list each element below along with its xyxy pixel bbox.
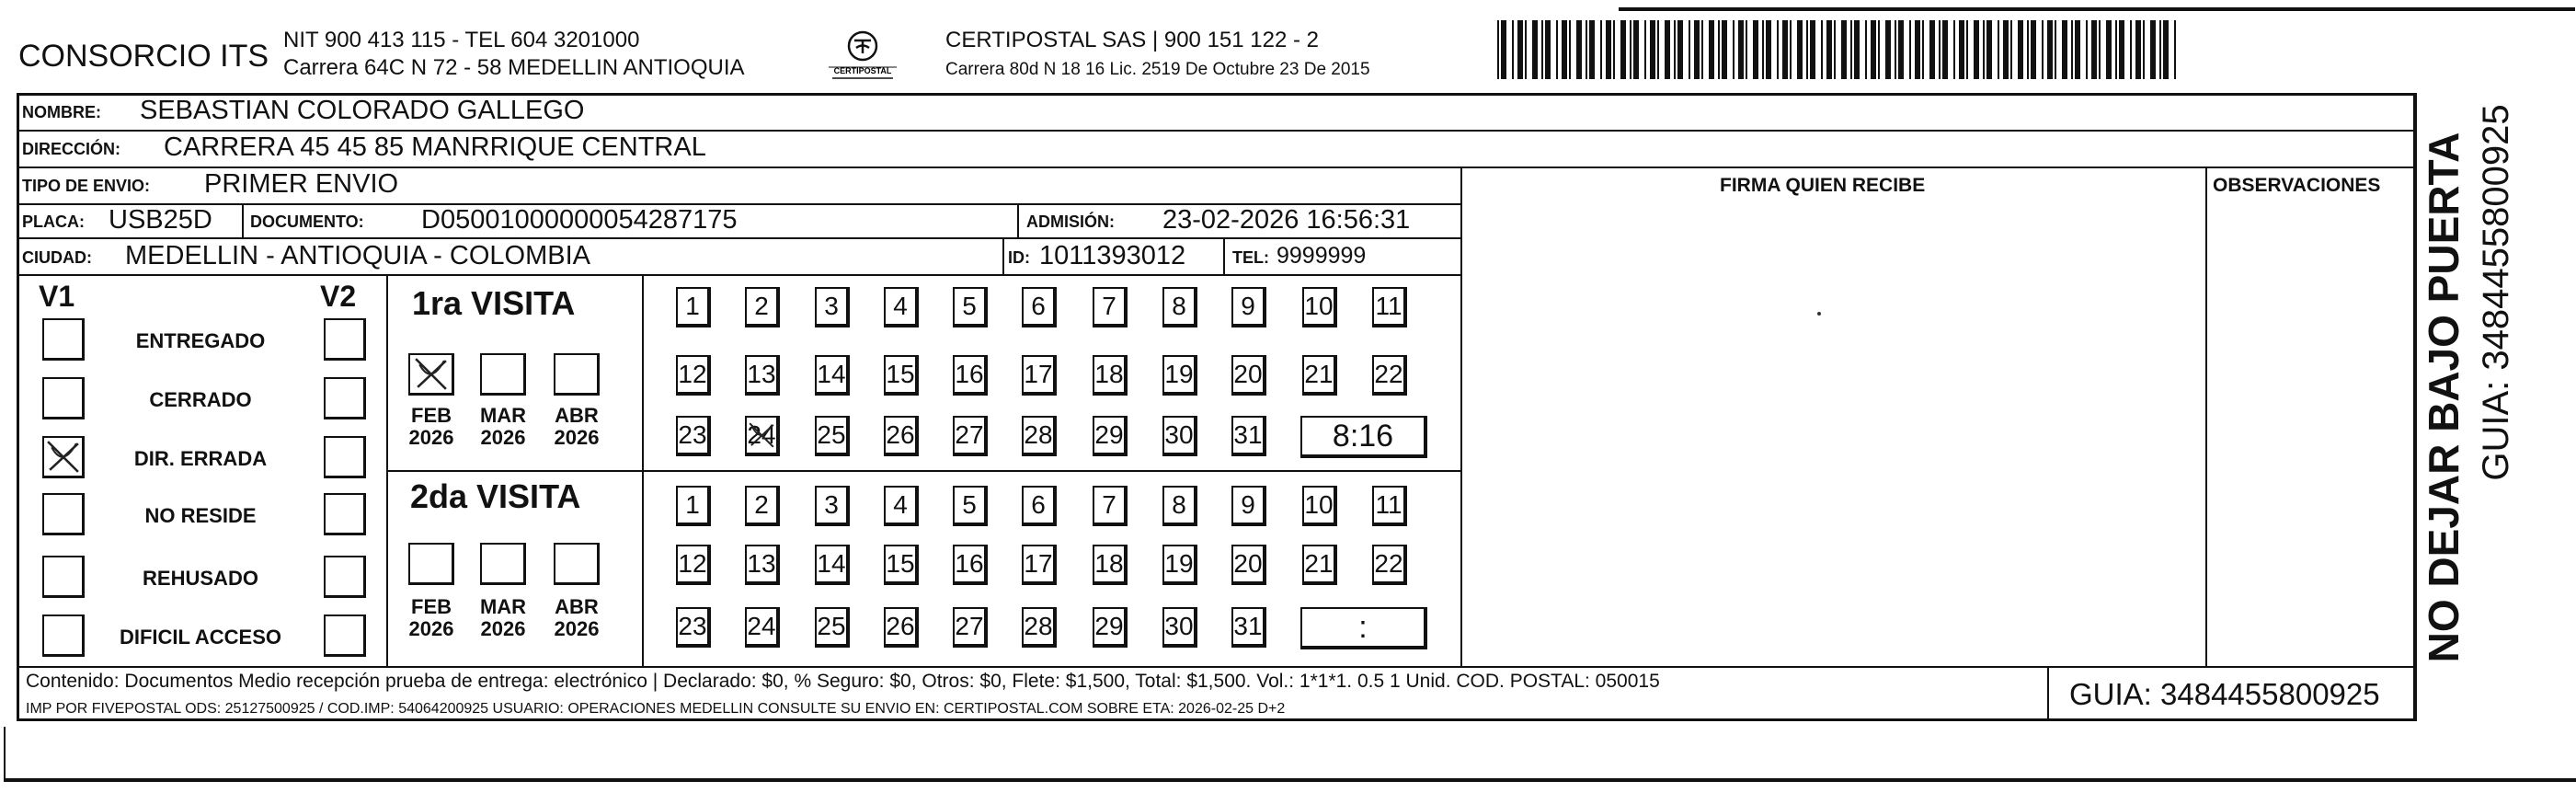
visit2-day-box[interactable]: 25 bbox=[815, 607, 850, 648]
city-label: CIUDAD: bbox=[22, 248, 92, 267]
v1-checkbox[interactable] bbox=[42, 614, 85, 657]
status-label: CERRADO bbox=[149, 388, 252, 411]
visit2-month-label: MAR 2026 bbox=[479, 595, 527, 640]
visit1-day-box[interactable]: 14 bbox=[815, 355, 850, 396]
shipment-type: PRIMER ENVIO bbox=[204, 169, 399, 199]
visit2-title: 2da VISITA bbox=[410, 477, 581, 515]
status-label: ENTREGADO bbox=[135, 329, 266, 352]
visit2-month-label: FEB 2026 bbox=[408, 595, 454, 640]
visit1-day-box[interactable]: 21 bbox=[1302, 355, 1337, 396]
visit2-day-box[interactable]: 5 bbox=[953, 486, 988, 526]
v1-checkbox[interactable] bbox=[42, 493, 85, 535]
v2-checkbox[interactable] bbox=[324, 436, 366, 478]
visit1-day-box[interactable]: 3 bbox=[815, 287, 850, 327]
id-value: 1011393012 bbox=[1039, 241, 1186, 270]
plate-value: USB25D bbox=[109, 205, 212, 235]
visit1-day-box[interactable]: 28 bbox=[1022, 416, 1057, 456]
visit1-day-box[interactable]: 26 bbox=[884, 416, 919, 456]
visit1-day-box[interactable]: 9 bbox=[1231, 287, 1266, 327]
plate-label: PLACA: bbox=[22, 212, 85, 231]
visit2-day-box[interactable]: 23 bbox=[676, 607, 711, 648]
carrier-name-nit: CERTIPOSTAL SAS | 900 151 122 - 2 bbox=[945, 28, 1319, 52]
visit2-month-checkbox[interactable] bbox=[554, 543, 600, 585]
document-label: DOCUMENTO: bbox=[250, 212, 364, 231]
v1-checkbox[interactable] bbox=[42, 556, 85, 598]
visit1-day-box[interactable]: 22 bbox=[1372, 355, 1407, 396]
visit1-day-box[interactable]: 10 bbox=[1302, 287, 1337, 327]
visit2-day-box[interactable]: 11 bbox=[1372, 486, 1407, 526]
visit1-day-box[interactable]: 11 bbox=[1372, 287, 1407, 327]
visit1-day-box[interactable]: 7 bbox=[1093, 287, 1128, 327]
carrier-address: Carrera 80d N 18 16 Lic. 2519 De Octubre 23 De 2015 bbox=[945, 60, 1370, 79]
visit1-month-checkbox[interactable] bbox=[408, 353, 454, 396]
signature-label: FIRMA QUIEN RECIBE bbox=[1720, 175, 1926, 196]
visit1-day-box[interactable]: 19 bbox=[1162, 355, 1197, 396]
visit1-month-label: FEB 2026 bbox=[408, 404, 454, 449]
visit2-day-box[interactable]: 29 bbox=[1093, 607, 1128, 648]
address-label: DIRECCIÓN: bbox=[22, 140, 120, 158]
v2-checkbox[interactable] bbox=[324, 556, 366, 598]
v1-label: V1 bbox=[39, 280, 75, 313]
visit1-day-box[interactable]: 1 bbox=[676, 287, 711, 327]
id-label: ID: bbox=[1008, 248, 1030, 267]
visit2-day-box[interactable]: 26 bbox=[884, 607, 919, 648]
visit1-day-box[interactable]: 18 bbox=[1093, 355, 1128, 396]
visit1-day-box[interactable]: 17 bbox=[1022, 355, 1057, 396]
visit1-day-box[interactable]: 4 bbox=[884, 287, 919, 327]
svg-text:CERTIPOSTAL: CERTIPOSTAL bbox=[833, 66, 892, 75]
certipostal-logo bbox=[821, 29, 904, 81]
v2-checkbox[interactable] bbox=[324, 493, 366, 535]
observations-area[interactable] bbox=[2209, 203, 2411, 663]
visit2-day-box[interactable]: 14 bbox=[815, 545, 850, 585]
visit1-time-box[interactable]: 8:16 bbox=[1300, 416, 1427, 458]
visit1-month-label: ABR 2026 bbox=[554, 404, 600, 449]
visit2-day-box[interactable]: 20 bbox=[1231, 545, 1266, 585]
city-value: MEDELLIN - ANTIOQUIA - COLOMBIA bbox=[125, 241, 590, 270]
visit2-day-box[interactable]: 2 bbox=[745, 486, 780, 526]
visit2-day-box[interactable]: 19 bbox=[1162, 545, 1197, 585]
visit2-day-box[interactable]: 10 bbox=[1302, 486, 1337, 526]
footer-print-info: IMP POR FIVEPOSTAL ODS: 25127500925 / COD.IMP: 54064200925 USUARIO: OPERACIONES MEDELLIN CONSULTE SU ENVIO EN: CERTIPOSTAL.COM SOBRE ETA: 2026-02-25 D+2 bbox=[26, 701, 1286, 717]
v1-checkbox[interactable] bbox=[42, 318, 85, 361]
visit2-day-box[interactable]: 24 bbox=[745, 607, 780, 648]
visit1-day-box[interactable]: 5 bbox=[953, 287, 988, 327]
tel-label: TEL: bbox=[1232, 248, 1269, 267]
visit1-day-box[interactable]: 8 bbox=[1162, 287, 1197, 327]
sender-nit-tel: NIT 900 413 115 - TEL 604 3201000 bbox=[283, 28, 640, 52]
status-label: DIR. ERRADA bbox=[133, 447, 268, 470]
visit1-title: 1ra VISITA bbox=[412, 284, 576, 322]
visit2-day-box[interactable]: 6 bbox=[1022, 486, 1057, 526]
barcode bbox=[1497, 20, 2180, 79]
sender-name: CONSORCIO ITS bbox=[18, 39, 269, 74]
visit1-day-box[interactable]: 27 bbox=[953, 416, 988, 456]
visit2-month-checkbox[interactable] bbox=[408, 543, 454, 585]
sender-address: Carrera 64C N 72 - 58 MEDELLIN ANTIOQUIA bbox=[283, 55, 745, 80]
visit2-day-box[interactable]: 9 bbox=[1231, 486, 1266, 526]
footer-contents: Contenido: Documentos Medio recepción prueba de entrega: electrónico | Declarado: $0, % Seguro: $0, Otros: $0, Flete: $1,500, Total: $1,500. Vol.: 1*1*1. 0.5 1 Unid. COD. POSTAL: 050015 bbox=[26, 671, 1660, 692]
visit1-day-box[interactable]: 30 bbox=[1162, 416, 1197, 456]
visit2-day-box[interactable]: 1 bbox=[676, 486, 711, 526]
visit2-day-box[interactable]: 27 bbox=[953, 607, 988, 648]
visit2-day-box[interactable]: 18 bbox=[1093, 545, 1128, 585]
visit2-day-box[interactable]: 12 bbox=[676, 545, 711, 585]
visit2-day-box[interactable]: 17 bbox=[1022, 545, 1057, 585]
visit1-day-box[interactable]: 13 bbox=[745, 355, 780, 396]
visit2-day-box[interactable]: 16 bbox=[953, 545, 988, 585]
visit2-day-box[interactable]: 28 bbox=[1022, 607, 1057, 648]
v1-checkbox[interactable] bbox=[42, 377, 85, 419]
name-label: NOMBRE: bbox=[22, 103, 101, 121]
side-warning: NO DEJAR BAJO PUERTA bbox=[2420, 132, 2467, 663]
recipient-name: SEBASTIAN COLORADO GALLEGO bbox=[140, 96, 585, 125]
visit2-day-box[interactable]: 21 bbox=[1302, 545, 1337, 585]
type-label: TIPO DE ENVIO: bbox=[22, 177, 151, 195]
visit2-month-label: ABR 2026 bbox=[554, 595, 600, 640]
visit2-day-box[interactable]: 8 bbox=[1162, 486, 1197, 526]
visit1-day-box[interactable]: 20 bbox=[1231, 355, 1266, 396]
visit1-month-label: MAR 2026 bbox=[479, 404, 527, 449]
visit1-day-box[interactable]: 16 bbox=[953, 355, 988, 396]
signature-area[interactable] bbox=[1464, 203, 2204, 663]
v2-checkbox[interactable] bbox=[324, 377, 366, 419]
visit2-day-box[interactable]: 30 bbox=[1162, 607, 1197, 648]
visit2-day-box[interactable]: 3 bbox=[815, 486, 850, 526]
status-label: REHUSADO bbox=[143, 567, 258, 590]
visit1-day-box[interactable]: 25 bbox=[815, 416, 850, 456]
visit1-day-box[interactable]: 2 bbox=[745, 287, 780, 327]
visit2-day-box[interactable]: 22 bbox=[1372, 545, 1407, 585]
visit1-day-box[interactable]: 29 bbox=[1093, 416, 1128, 456]
visit1-day-box[interactable]: 23 bbox=[676, 416, 711, 456]
status-label: NO RESIDE bbox=[144, 504, 257, 527]
recipient-address: CARRERA 45 45 85 MANRRIQUE CENTRAL bbox=[164, 132, 706, 162]
visit2-time-box[interactable]: : bbox=[1300, 607, 1427, 649]
admission-label: ADMISIÓN: bbox=[1026, 212, 1115, 231]
admission-value: 23-02-2026 16:56:31 bbox=[1162, 205, 1411, 235]
side-guia: GUIA: 3484455800925 bbox=[2476, 104, 2516, 481]
tel-value: 9999999 bbox=[1277, 243, 1367, 269]
v2-label: V2 bbox=[320, 280, 357, 313]
visit2-day-box[interactable]: 7 bbox=[1093, 486, 1128, 526]
visit2-month-checkbox[interactable] bbox=[480, 543, 526, 585]
visit2-day-box[interactable]: 31 bbox=[1231, 607, 1266, 648]
v1-checkbox[interactable] bbox=[42, 436, 85, 478]
day-check-mark bbox=[747, 418, 776, 453]
status-label: DIFICIL ACCESO bbox=[119, 626, 281, 649]
visit2-day-box[interactable]: 15 bbox=[884, 545, 919, 585]
visit1-day-box[interactable]: 24 bbox=[745, 416, 780, 456]
visit1-day-box[interactable]: 12 bbox=[676, 355, 711, 396]
visit1-day-box[interactable]: 6 bbox=[1022, 287, 1057, 327]
v2-checkbox[interactable] bbox=[324, 318, 366, 361]
observations-label: OBSERVACIONES bbox=[2213, 175, 2381, 196]
document-value: D05001000000054287175 bbox=[421, 205, 738, 235]
visit2-day-box[interactable]: 13 bbox=[745, 545, 780, 585]
visit1-month-checkbox[interactable] bbox=[480, 353, 526, 396]
visit1-day-box[interactable]: 15 bbox=[884, 355, 919, 396]
v2-checkbox[interactable] bbox=[324, 614, 366, 657]
visit1-day-box[interactable]: 31 bbox=[1231, 416, 1266, 456]
footer-guia: GUIA: 3484455800925 bbox=[2069, 677, 2380, 711]
visit2-day-box[interactable]: 4 bbox=[884, 486, 919, 526]
visit1-month-checkbox[interactable] bbox=[554, 353, 600, 396]
